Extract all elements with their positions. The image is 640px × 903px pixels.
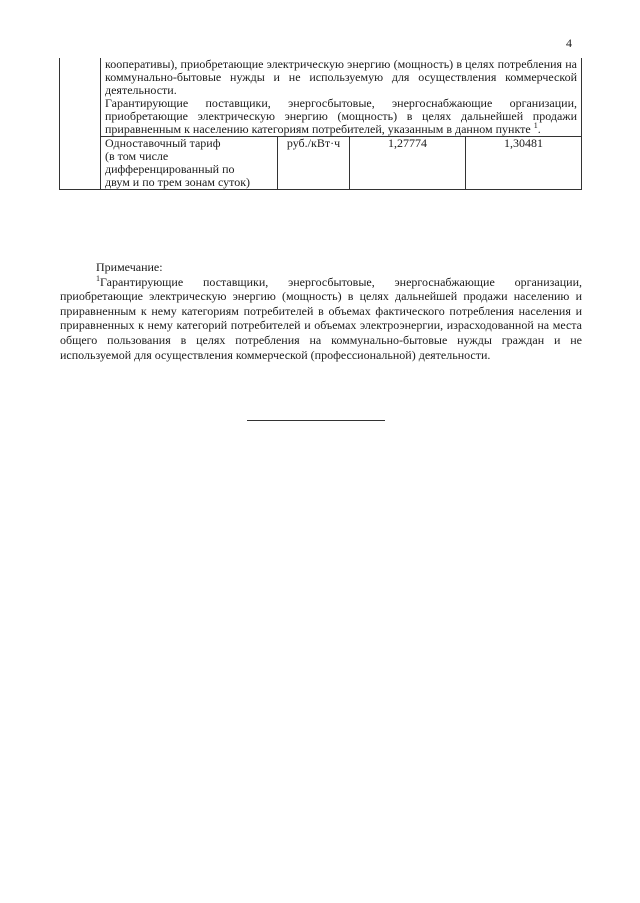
tariff-name-cell xyxy=(101,137,278,190)
consumer-group-text xyxy=(105,97,577,136)
tariff-name-line: двум и по трем зонам суток) xyxy=(105,175,251,189)
footnote-marker: 1 xyxy=(533,121,538,130)
tariff-value-first-half: 1,27774 xyxy=(350,137,466,190)
tariff-unit-cell: руб./кВт·ч xyxy=(278,137,350,190)
note-body xyxy=(60,275,582,363)
tariff-table xyxy=(59,58,582,190)
note-footnote-marker: 1 xyxy=(96,273,100,283)
consumer-group-label: Гарантирующие поставщики, энергосбытовые, энергоснабжающие организации, приобретающие электрическую энергию (мощность) в целях дальнейшей продажи приравненным к населению категориям потребителей, указанным в данном пункте xyxy=(105,96,577,136)
tariff-name-line: (в том числе xyxy=(105,149,169,163)
consumer-group-end: . xyxy=(537,122,541,136)
tariff-name-line: дифференцированный по xyxy=(105,162,235,176)
table-cell-consumer-description xyxy=(101,58,582,137)
page-number: 4 xyxy=(566,36,572,50)
table-row-tariff xyxy=(60,137,582,190)
table-row-consumer-group xyxy=(60,58,582,137)
signature-divider-line xyxy=(247,420,385,421)
note-text: Гарантирующие поставщики, энергосбытовые, энергоснабжающие организации, приобретающие электрическую энергию (мощность) в целях дальнейшей продажи населению и приравненным к нему категориям потребителей в объемах фактического потребления населения и приравненных к нему категорий потребителей и объемах электроэнергии, израсходованной на места общего пользования в целях потребления на коммунально-бытовые нужды граждан и не используемой для осуществления коммерческой (профессиональной) деятельности. xyxy=(60,274,582,362)
note-title: Примечание: xyxy=(96,260,163,274)
table-cell-index xyxy=(60,58,101,190)
continued-text: кооперативы), приобретающие электрическую энергию (мощность) в целях потребления на коммунально-бытовые нужды и не используемую для осуществления коммерческой деятельности. xyxy=(105,57,577,97)
note-section xyxy=(60,260,582,362)
tariff-value-second-half: 1,30481 xyxy=(466,137,582,190)
tariff-name-line: Одноставочный тариф xyxy=(105,136,221,150)
